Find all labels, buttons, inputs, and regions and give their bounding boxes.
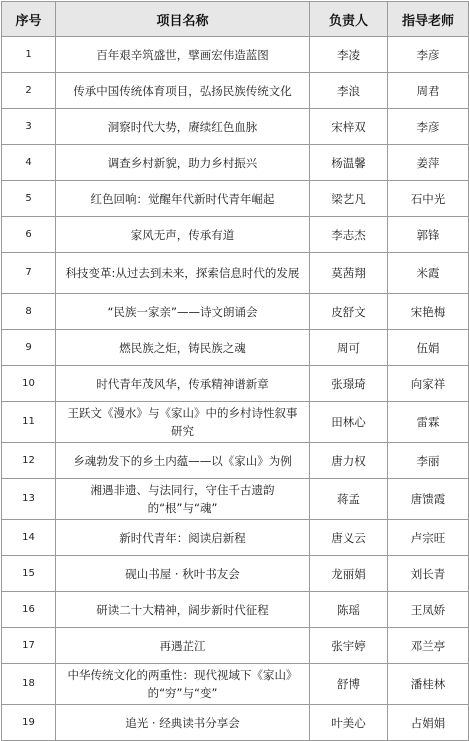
row-project-name: 再遇芷江 <box>56 628 310 664</box>
row-project-name: 王跃文《漫水》与《家山》中的乡村诗性叙事研究 <box>56 402 310 443</box>
row-project-name: 追光 · 经典读书分享会 <box>56 705 310 741</box>
row-index: 17 <box>2 628 56 664</box>
row-teacher: 姜萍 <box>388 145 469 181</box>
row-leader: 张璟琦 <box>310 366 388 402</box>
row-index: 16 <box>2 592 56 628</box>
row-project-name: 中华传统文化的两重性：现代视域下《家山》的“穷”与“变” <box>56 664 310 705</box>
row-project-name: 燃民族之炬，铸民族之魂 <box>56 330 310 366</box>
table-row <box>2 592 469 628</box>
row-project-name: 研读二十大精神，阔步新时代征程 <box>56 592 310 628</box>
row-project-name: 时代青年茂风华，传承精神谱新章 <box>56 366 310 402</box>
header-row <box>2 2 469 37</box>
table-row <box>2 556 469 592</box>
table-row <box>2 402 469 443</box>
table-row <box>2 181 469 217</box>
row-project-name: 洞察时代大势，赓续红色血脉 <box>56 109 310 145</box>
row-teacher: 向家祥 <box>388 366 469 402</box>
row-leader: 蒋孟 <box>310 479 388 520</box>
row-teacher: 刘长青 <box>388 556 469 592</box>
table-row <box>2 443 469 479</box>
row-teacher: 周君 <box>388 73 469 109</box>
row-leader: 田林心 <box>310 402 388 443</box>
row-project-name: 调查乡村新貌，助力乡村振兴 <box>56 145 310 181</box>
row-leader: 舒博 <box>310 664 388 705</box>
row-teacher: 石中光 <box>388 181 469 217</box>
table-row <box>2 628 469 664</box>
table-row <box>2 37 469 73</box>
row-leader: 周可 <box>310 330 388 366</box>
row-leader: 陈瑶 <box>310 592 388 628</box>
row-leader: 李浪 <box>310 73 388 109</box>
row-project-name: 家风无声，传承有道 <box>56 217 310 253</box>
header-leader: 负责人 <box>310 2 388 37</box>
row-leader: 龙丽娟 <box>310 556 388 592</box>
row-project-name: 百年艰辛筑盛世，擘画宏伟造蓝图 <box>56 37 310 73</box>
row-leader: 李凌 <box>310 37 388 73</box>
table-row <box>2 705 469 741</box>
row-index: 8 <box>2 294 56 330</box>
header-index: 序号 <box>2 2 56 37</box>
row-teacher: 宋艳梅 <box>388 294 469 330</box>
row-teacher: 卢宗旺 <box>388 520 469 556</box>
row-teacher: 雷霖 <box>388 402 469 443</box>
table-row <box>2 253 469 294</box>
row-teacher: 唐馈霞 <box>388 479 469 520</box>
row-index: 12 <box>2 443 56 479</box>
row-leader: 皮舒文 <box>310 294 388 330</box>
row-index: 5 <box>2 181 56 217</box>
row-project-name: 科技变革:从过去到未来，探索信息时代的发展 <box>56 253 310 294</box>
row-teacher: 李丽 <box>388 443 469 479</box>
row-index: 6 <box>2 217 56 253</box>
row-index: 11 <box>2 402 56 443</box>
row-index: 9 <box>2 330 56 366</box>
table-row <box>2 217 469 253</box>
row-index: 7 <box>2 253 56 294</box>
header-teacher: 指导老师 <box>388 2 469 37</box>
row-index: 1 <box>2 37 56 73</box>
project-table <box>1 1 469 741</box>
row-project-name: “民族一家亲”——诗文朗诵会 <box>56 294 310 330</box>
row-leader: 杨温馨 <box>310 145 388 181</box>
row-project-name: 乡魂勃发下的乡土内蕴——以《家山》为例 <box>56 443 310 479</box>
row-leader: 叶美心 <box>310 705 388 741</box>
table-row <box>2 294 469 330</box>
row-index: 3 <box>2 109 56 145</box>
row-index: 10 <box>2 366 56 402</box>
table-row <box>2 479 469 520</box>
row-leader: 宋梓双 <box>310 109 388 145</box>
row-index: 4 <box>2 145 56 181</box>
row-index: 19 <box>2 705 56 741</box>
row-leader: 张宇婷 <box>310 628 388 664</box>
table-row <box>2 109 469 145</box>
table-row <box>2 664 469 705</box>
row-teacher: 李彦 <box>388 37 469 73</box>
row-project-name: 传承中国传统体育项目，弘扬民族传统文化 <box>56 73 310 109</box>
row-index: 2 <box>2 73 56 109</box>
table-row <box>2 330 469 366</box>
row-index: 18 <box>2 664 56 705</box>
row-leader: 唐义云 <box>310 520 388 556</box>
row-leader: 莫茜翔 <box>310 253 388 294</box>
table-row <box>2 73 469 109</box>
row-teacher: 米霞 <box>388 253 469 294</box>
row-teacher: 邓兰亭 <box>388 628 469 664</box>
row-leader: 唐力权 <box>310 443 388 479</box>
row-teacher: 潘桂林 <box>388 664 469 705</box>
header-project: 项目名称 <box>56 2 310 37</box>
table-row <box>2 520 469 556</box>
row-index: 13 <box>2 479 56 520</box>
row-project-name: 红色回响：觉醒年代新时代青年崛起 <box>56 181 310 217</box>
row-index: 15 <box>2 556 56 592</box>
row-teacher: 李彦 <box>388 109 469 145</box>
table-row <box>2 366 469 402</box>
row-leader: 梁艺凡 <box>310 181 388 217</box>
row-teacher: 占娟娟 <box>388 705 469 741</box>
table-row <box>2 145 469 181</box>
row-teacher: 王凤娇 <box>388 592 469 628</box>
row-leader: 李志杰 <box>310 217 388 253</box>
row-teacher: 郭锋 <box>388 217 469 253</box>
row-project-name: 湘遇非遗、与法同行，守住千古遗韵的“根”与“魂” <box>56 479 310 520</box>
row-project-name: 新时代青年：阅读启新程 <box>56 520 310 556</box>
row-index: 14 <box>2 520 56 556</box>
row-project-name: 砚山书屋 · 秋叶书友会 <box>56 556 310 592</box>
row-teacher: 伍娟 <box>388 330 469 366</box>
